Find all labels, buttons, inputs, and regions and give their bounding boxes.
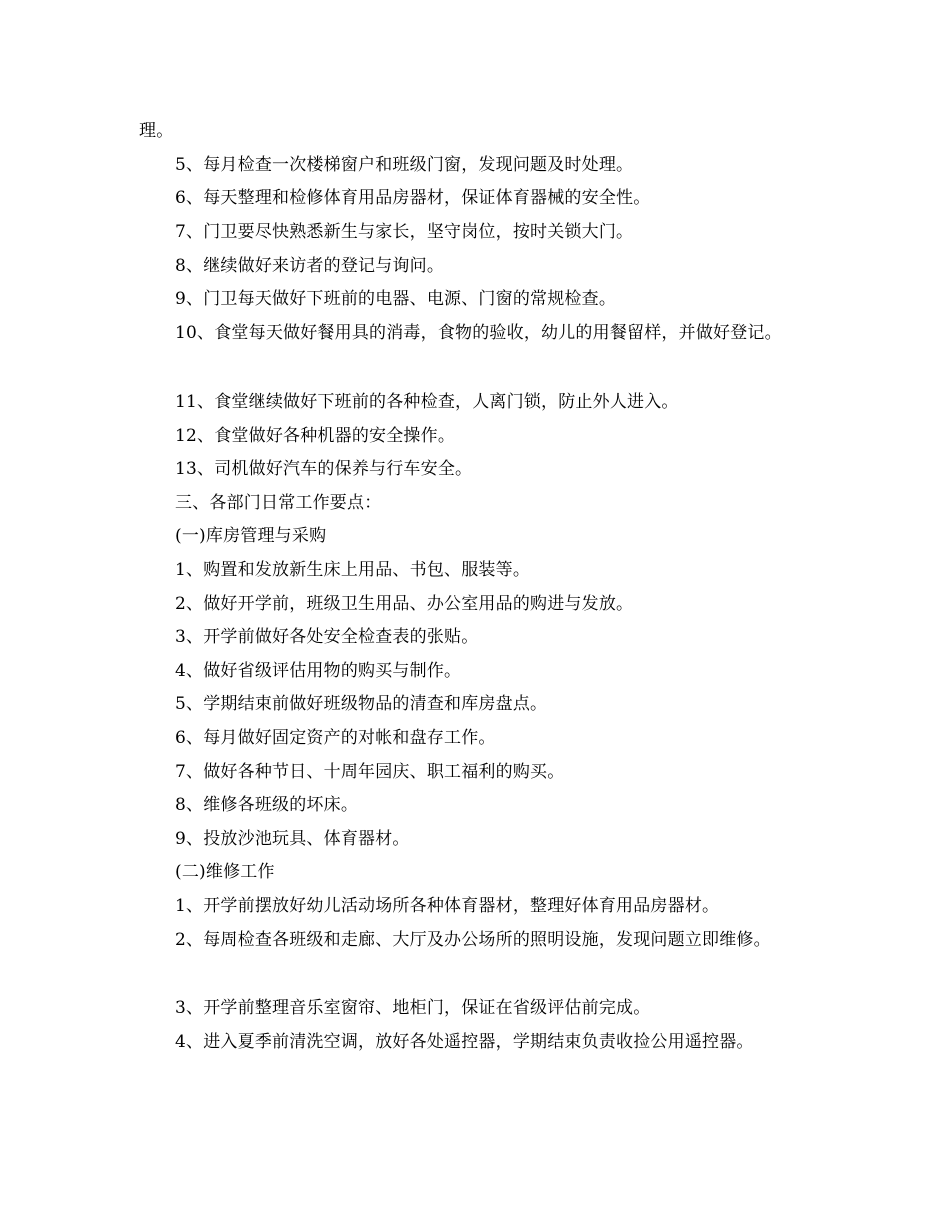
text-line: 4、做好省级评估用物的购买与制作。 — [175, 661, 462, 681]
text-line: 9、门卫每天做好下班前的电器、电源、门窗的常规检查。 — [175, 289, 617, 309]
text-line: 8、维修各班级的坏床。 — [175, 795, 359, 815]
text-line: 2、每周检查各班级和走廊、大厅及办公场所的照明设施，发现问题立即维修。 — [175, 930, 771, 950]
text-line: 11、食堂继续做好下班前的各种检查，人离门锁，防止外人进入。 — [175, 392, 679, 412]
text-line: 12、食堂做好各种机器的安全操作。 — [175, 426, 456, 446]
subsection-heading: (一)库房管理与采购 — [175, 526, 327, 546]
text-line: 10、食堂每天做好餐用具的消毒，食物的验收，幼儿的用餐留样，并做好登记。 — [175, 323, 782, 343]
text-line: 4、进入夏季前清洗空调，放好各处遥控器，学期结束负责收捡公用遥控器。 — [175, 1032, 754, 1052]
section-heading: 三、各部门日常工作要点： — [175, 493, 382, 513]
text-line: 7、门卫要尽快熟悉新生与家长，坚守岗位，按时关锁大门。 — [175, 222, 634, 242]
text-line: 5、学期结束前做好班级物品的清查和库房盘点。 — [175, 694, 548, 714]
text-line: 5、每月检查一次楼梯窗户和班级门窗，发现问题及时处理。 — [175, 155, 634, 175]
subsection-heading: (二)维修工作 — [175, 862, 275, 882]
text-line: 6、每天整理和检修体育用品房器材，保证体育器械的安全性。 — [175, 188, 651, 208]
text-line: 9、投放沙池玩具、体育器材。 — [175, 829, 410, 849]
text-line: 理。 — [139, 121, 174, 141]
text-line: 7、做好各种节日、十周年园庆、职工福利的购买。 — [175, 762, 565, 782]
text-line: 2、做好开学前，班级卫生用品、办公室用品的购进与发放。 — [175, 594, 634, 614]
text-line: 3、开学前整理音乐室窗帘、地柜门，保证在省级评估前完成。 — [175, 998, 651, 1018]
text-line: 3、开学前做好各处安全检查表的张贴。 — [175, 627, 479, 647]
text-line: 8、继续做好来访者的登记与询问。 — [175, 256, 445, 276]
text-line: 13、司机做好汽车的保养与行车安全。 — [175, 459, 473, 479]
text-line: 6、每月做好固定资产的对帐和盘存工作。 — [175, 728, 496, 748]
text-line: 1、购置和发放新生床上用品、书包、服装等。 — [175, 560, 531, 580]
text-line: 1、开学前摆放好幼儿活动场所各种体育器材，整理好体育用品房器材。 — [175, 896, 720, 916]
